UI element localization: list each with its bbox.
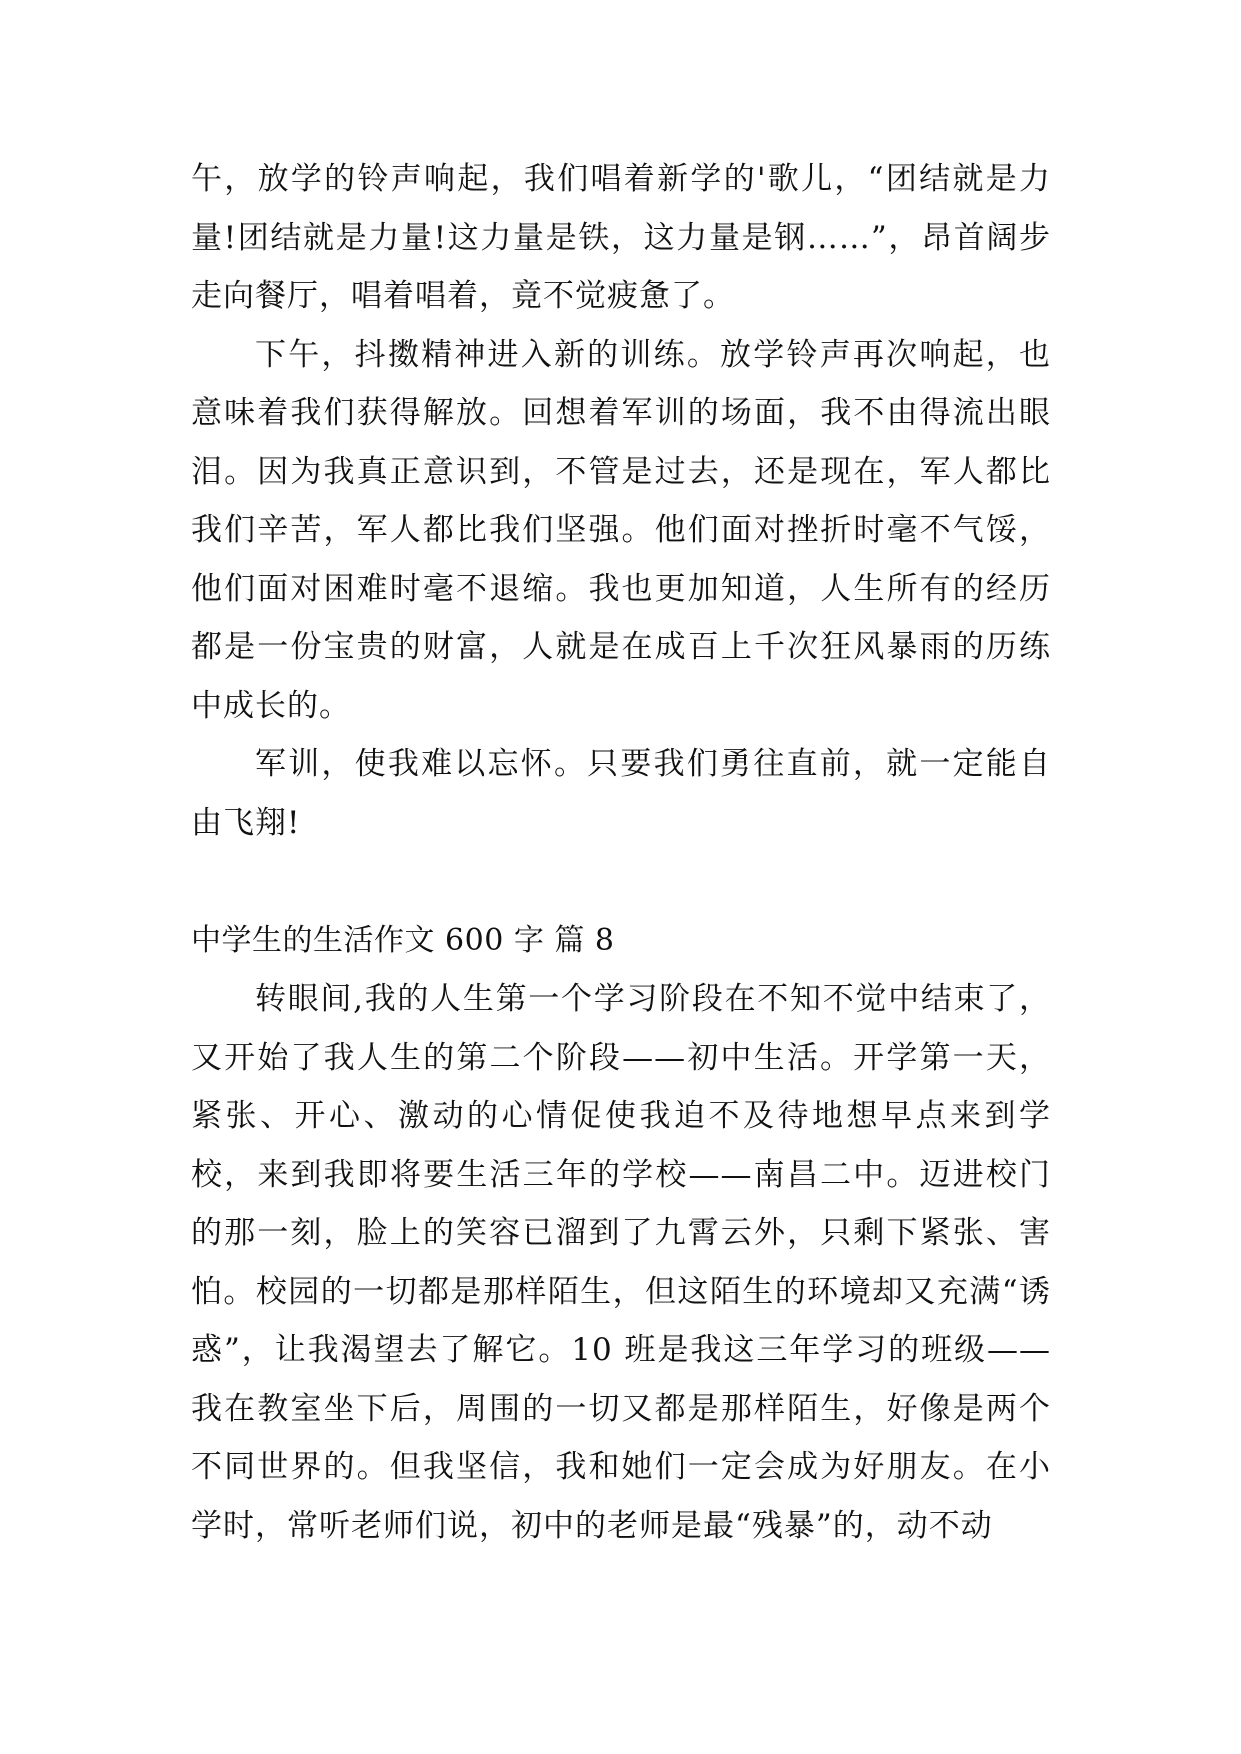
- paragraph-afternoon: 下午，抖擞精神进入新的训练。放学铃声再次响起，也意味着我们获得解放。回想着军训的场面，我不由得流出眼泪。因为我真正意识到，不管是过去，还是现在，军人都比我们辛苦，军人都比我们坚强。他们面对挫折时毫不气馁，他们面对困难时毫不退缩。我也更加知道，人生所有的经历都是一份宝贵的财富，人就是在成百上千次狂风暴雨的历练中成长的。: [191, 336, 1051, 724]
- paragraph-middle-school-start: 转眼间,我的人生第一个学习阶段在不知不觉中结束了，又开始了我人生的第二个阶段——初中生活。开学第一天，紧张、开心、激动的心情促使我迫不及待地想早点来到学校，来到我即将要生活三年的学校——南昌二中。迈进校门的那一刻，脸上的笑容已溜到了九霄云外，只剩下紧张、害怕。校园的一切都是那样陌生，但这陌生的环境却又充满“诱惑”，让我渴望去了解它。10 班是我这三年学习的班级——我在教室坐下后，周围的一切又都是那样陌生，好像是两个不同世界的。但我坚信，我和她们一定会成为好朋友。在小学时，常听老师们说，初中的老师是最“残暴”的，动不动: [191, 981, 1051, 1544]
- section-heading: 中学生的生活作文 600 字 篇 8: [191, 923, 615, 958]
- paragraph-conclusion: 军训，使我难以忘怀。只要我们勇往直前，就一定能自由飞翔!: [191, 746, 1051, 841]
- paragraph-lunch: 午，放学的铃声响起，我们唱着新学的'歌儿，“团结就是力量!团结就是力量!这力量是铁，这力量是钢……”，昂首阔步走向餐厅，唱着唱着，竟不觉疲惫了。: [191, 161, 1051, 314]
- document-body: [191, 150, 1051, 1555]
